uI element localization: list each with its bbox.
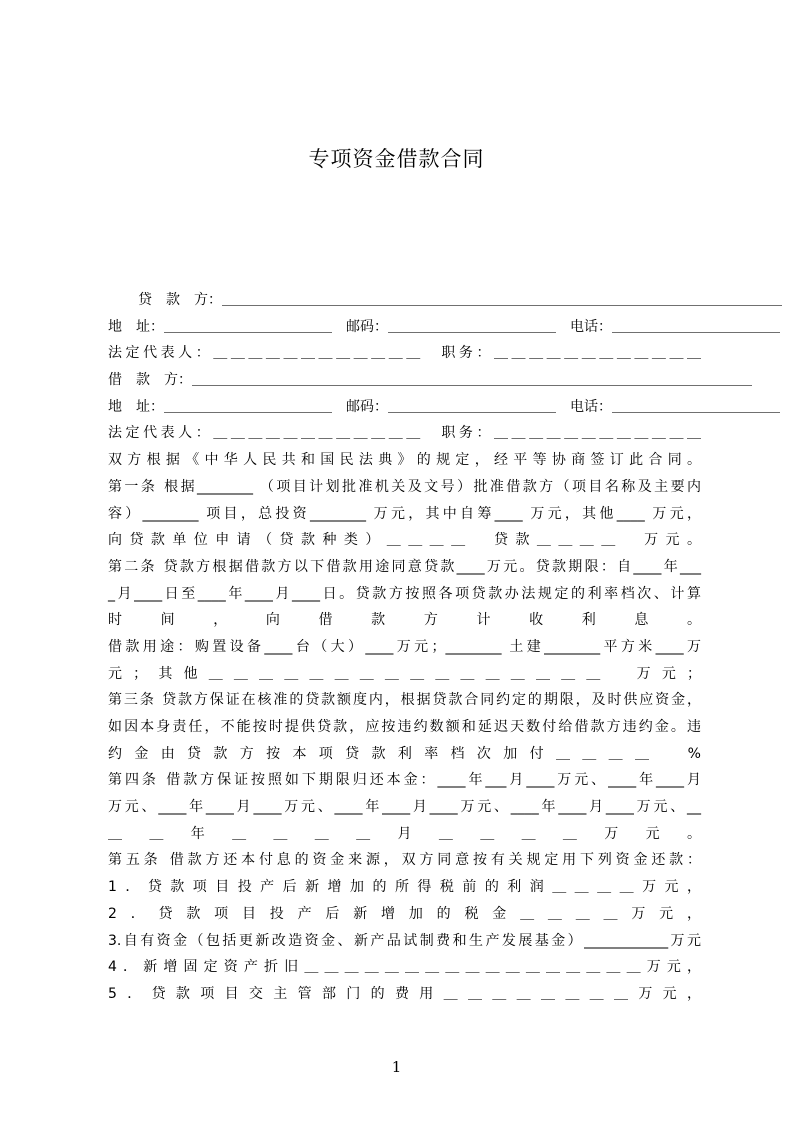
article-1-line-1: 第一条 根据________ （项目计划批准机关及文号）批准借款方（项目名称及主要内 [108,478,701,495]
article-4-line-3: ＿ ＿ 年 ＿ ＿ ＿ ＿ 月 ＿ ＿ ＿ ＿ 万 元 。 [108,825,701,842]
article-2-line-2: _月____日至____年____月____日。贷款方按照各项贷款办法规定的利率档次、计算 [108,585,701,602]
article-5-line-1: 第五条 借款方还本付息的资金来源，双方同意按有关规定用下列资金还款： [108,852,701,869]
repayment-source-1: 1．贷款项目投产后新增加的所得税前的利润＿＿＿＿万元， [108,879,701,896]
article-3-line-3: 约金由贷款方按本项贷款利率档次加付＿＿＿＿ % [108,745,701,762]
page-title: 专项资金借款合同 [308,147,485,171]
contract-body [108,287,782,1008]
article-1-line-2: 容）________ 项目，总投资________ 万元，其中自筹____ 万元，其他____ 万元， [108,505,701,522]
article-1-line-3: 向贷款单位申请（贷款种类）＿＿＿＿ 贷款＿＿＿＿ 万元。 [108,532,701,549]
article-2-line-3: 时间，向借款方计收利息。 [108,612,701,629]
repayment-source-3: 3.自有资金（包括更新改造资金、新产品试制费和生产发展基金）____________万元 [108,932,701,949]
article-2-line-1: 第二条 贷款方根据借款方以下借款用途同意贷款____万元。贷款期限：自____年___ [108,558,701,575]
borrower-address-line: 地 址：＿＿＿＿＿＿＿＿＿＿＿＿ 邮码：＿＿＿＿＿＿＿＿＿＿＿＿ 电话：＿＿＿＿＿＿＿＿＿＿＿＿ [108,398,780,415]
page-number: 1 [391,1058,402,1076]
lender-line: 贷 款 方：＿＿＿＿＿＿＿＿＿＿＿＿＿＿＿＿＿＿＿＿＿＿＿＿＿＿＿＿＿＿＿＿＿＿＿＿＿＿＿＿ [138,292,782,308]
article-4-line-2: 万元、____年____月____万元、____年____月____万元、____年____月____万元、__ [108,799,701,816]
loan-purpose-line-1: 借款用途：购置设备____台（大）____万元；________ 土建________平方米____万 [108,638,701,655]
borrower-line: 借 款 方：＿＿＿＿＿＿＿＿＿＿＿＿＿＿＿＿＿＿＿＿＿＿＿＿＿＿＿＿＿＿＿＿＿＿＿＿＿＿＿＿ [108,372,752,389]
article-4-line-1: 第四条 借款方保证按照如下期限归还本金：____年___月____万元、____年____月 [108,772,701,789]
lender-address-line: 地 址：＿＿＿＿＿＿＿＿＿＿＿＿ 邮码：＿＿＿＿＿＿＿＿＿＿＿＿ 电话：＿＿＿＿＿＿＿＿＿＿＿＿ [108,318,780,335]
repayment-source-2: 2．贷款项目投产后新增加的税金＿＿＿＿万元， [108,905,701,922]
borrower-representative-line: 法定代表人：＿＿＿＿＿＿＿＿＿＿＿＿ 职务：＿＿＿＿＿＿＿＿＿＿＿＿ [108,425,701,442]
loan-purpose-line-2: 元；其他＿＿＿＿＿＿＿＿＿＿＿＿＿＿＿＿ 万元； [108,665,701,682]
lender-representative-line: 法定代表人：＿＿＿＿＿＿＿＿＿＿＿＿ 职务：＿＿＿＿＿＿＿＿＿＿＿＿ [108,345,701,362]
article-3-line-1: 第三条 贷款方保证在核准的贷款额度内，根据贷款合同约定的期限，及时供应资金， [108,692,701,709]
repayment-source-5: 5．贷款项目交主管部门的费用＿＿＿＿＿＿＿＿万元， [108,985,701,1002]
article-3-line-2: 如因本身责任，不能按时提供贷款，应按违约数额和延迟天数付给借款方违约金。违 [108,719,701,735]
repayment-source-4: 4．新增固定资产折旧＿＿＿＿＿＿＿＿＿＿＿＿＿＿＿＿＿万元， [108,959,701,976]
preamble-line: 双方根据《中华人民共和国民法典》的规定，经平等协商签订此合同。 [108,452,701,469]
